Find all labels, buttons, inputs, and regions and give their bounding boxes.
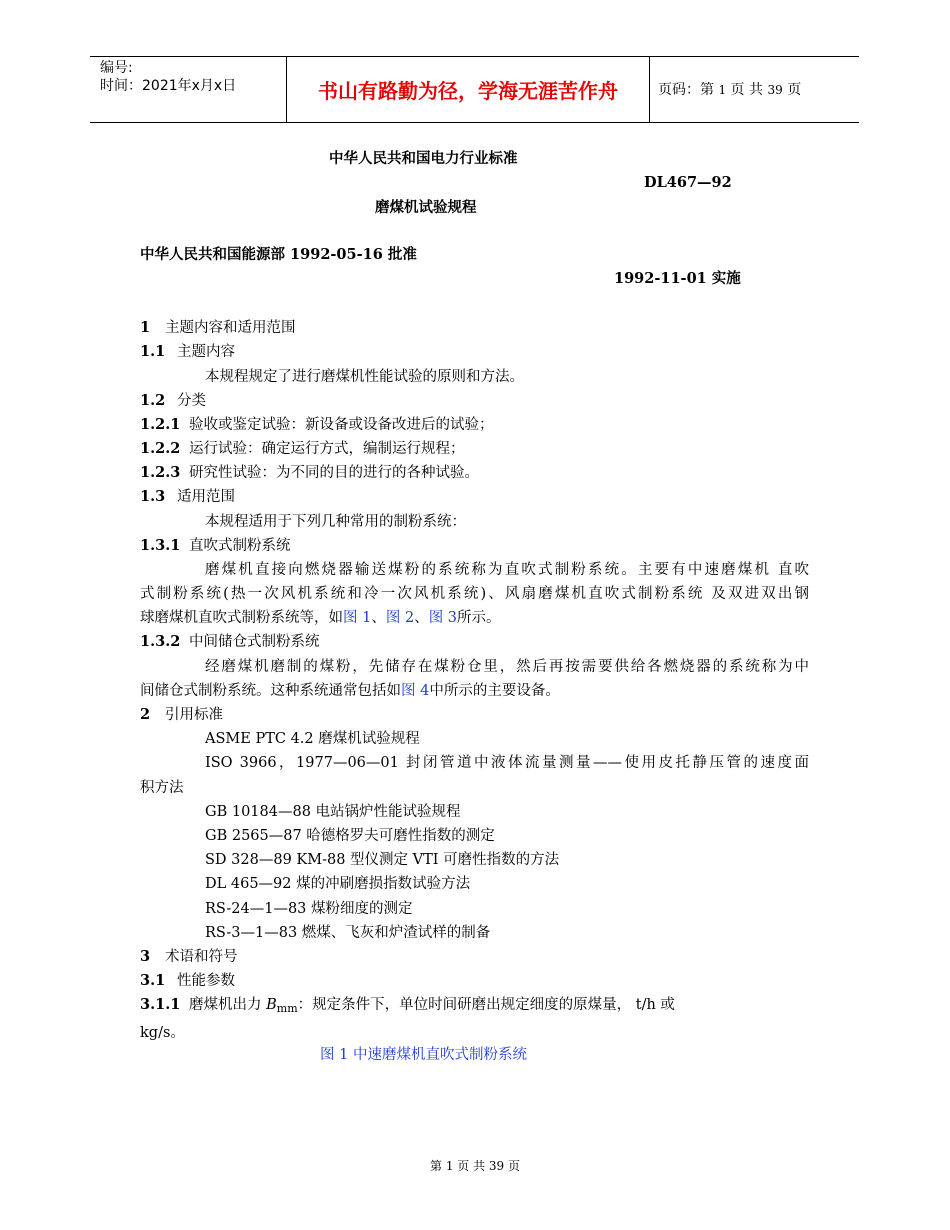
section-3-heading — [140, 947, 238, 967]
paragraph-1-3-1-line-2: 式制粉系统(热一次风机系统和冷一次风机系统)、风扇磨煤机直吹式制粉系统 及双进双出钢 — [140, 586, 809, 602]
reference-item: ISO 3966，1977—06—01 封闭管道中液体流量测量——使用皮托静压管的速度面 — [205, 755, 809, 771]
reference-item: RS-24—1—83 煤粉细度的测定 — [205, 901, 413, 917]
section-number: 3.1.1 — [140, 996, 181, 1013]
section-text: 磨煤机出力 — [189, 997, 267, 1013]
section-text: 验收或鉴定试验：新设备或设备改进后的试验； — [189, 417, 494, 433]
header-number-label: 编号: — [100, 60, 133, 76]
paragraph-text: 间储仓式制粉系统。这种系统通常包括如 — [140, 683, 401, 699]
section-3-1-1-continuation: kg/s。 — [140, 1025, 185, 1041]
reference-item: GB 10184—88 电站锅炉性能试验规程 — [205, 804, 461, 820]
section-text: ：规定条件下，单位时间研磨出规定细度的原煤量， t/h 或 — [297, 997, 675, 1013]
paragraph-1-3-1-line-1: 磨煤机直接向燃烧器输送煤粉的系统称为直吹式制粉系统。主要有中速磨煤机 直吹 — [205, 562, 809, 578]
doc-effective: 1992-11-01 实施 — [614, 270, 741, 287]
section-number: 1.3.2 — [140, 633, 181, 650]
section-1-2-1 — [140, 415, 494, 435]
page-footer: 第 1 页 共 39 页 — [430, 1159, 520, 1173]
separator: 、 — [414, 610, 429, 626]
paragraph-1-3-2-line-2 — [140, 681, 560, 701]
separator: 、 — [371, 610, 386, 626]
section-number: 3 — [140, 948, 151, 965]
section-text: 分类 — [177, 393, 206, 409]
section-1-2-3 — [140, 463, 479, 483]
section-number: 1 — [140, 319, 151, 336]
doc-code: DL467—92 — [644, 174, 732, 191]
header-page-current: 1 — [718, 83, 727, 97]
doc-title: 磨煤机试验规程 — [375, 199, 477, 216]
reference-item: ASME PTC 4.2 磨煤机试验规程 — [205, 731, 420, 747]
section-number: 1.2 — [140, 392, 166, 409]
header-motto: 书山有路勤为径，学海无涯苦作舟 — [318, 79, 618, 103]
doc-approval: 中华人民共和国能源部 1992-05-16 批准 — [140, 246, 417, 263]
link-figure-3[interactable]: 图 3 — [428, 610, 458, 626]
figure-1-caption-link[interactable]: 图 1 中速磨煤机直吹式制粉系统 — [320, 1047, 527, 1063]
header-page-suffix: 页 — [787, 82, 802, 98]
section-number: 1.3.1 — [140, 537, 181, 554]
header-page-mid: 页 共 — [730, 82, 763, 98]
section-text: 引用标准 — [165, 707, 223, 723]
section-text: 术语和符号 — [165, 949, 238, 965]
paragraph-1-3: 本规程适用于下列几种常用的制粉系统： — [205, 514, 466, 530]
paragraph-1-1: 本规程规定了进行磨煤机性能试验的原则和方法。 — [205, 369, 524, 385]
section-1-heading — [140, 318, 296, 338]
section-text: 性能参数 — [177, 973, 235, 989]
header-page-prefix: 页码：第 — [658, 82, 714, 98]
symbol-subscript: mm — [276, 1002, 298, 1015]
reference-item-continuation: 积方法 — [140, 780, 184, 796]
link-figure-4[interactable]: 图 4 — [401, 683, 430, 699]
section-3-1-heading — [140, 971, 235, 991]
section-text: 直吹式制粉系统 — [189, 538, 291, 554]
section-text: 主题内容 — [177, 344, 235, 360]
section-1-3-heading — [140, 487, 235, 507]
paragraph-text: 球磨煤机直吹式制粉系统等，如 — [140, 610, 343, 626]
section-number: 3.1 — [140, 972, 166, 989]
link-figure-1[interactable]: 图 1 — [343, 610, 372, 626]
reference-item: DL 465—92 煤的冲刷磨损指数试验方法 — [205, 876, 471, 892]
header-page-total: 39 — [767, 83, 783, 97]
section-text: 适用范围 — [177, 489, 235, 505]
section-text: 主题内容和适用范围 — [165, 320, 296, 336]
reference-item: SD 328—89 KM-88 型仪测定 VTI 可磨性指数的方法 — [205, 852, 560, 868]
section-3-1-1 — [140, 995, 675, 1019]
link-figure-2[interactable]: 图 2 — [385, 610, 415, 626]
section-1-2-heading — [140, 391, 206, 411]
section-2-heading — [140, 705, 223, 725]
section-text: 运行试验：确定运行方式，编制运行规程； — [189, 441, 465, 457]
doc-org: 中华人民共和国电力行业标准 — [329, 150, 518, 167]
section-number: 1.2.3 — [140, 464, 181, 481]
section-1-2-2 — [140, 439, 465, 459]
reference-item: RS-3—1—83 燃煤、飞灰和炉渣试样的制备 — [205, 925, 491, 941]
section-number: 1.1 — [140, 343, 166, 360]
section-1-1-heading — [140, 342, 235, 362]
section-text: 中间储仓式制粉系统 — [189, 634, 320, 650]
header-bottom-rule — [90, 122, 859, 123]
section-number: 2 — [140, 706, 151, 723]
symbol: B — [266, 997, 277, 1013]
paragraph-1-3-2-line-1: 经磨煤机磨制的煤粉，先储存在煤粉仓里，然后再按需要供给各燃烧器的系统称为中 — [205, 659, 809, 675]
section-number: 1.2.1 — [140, 416, 181, 433]
section-number: 1.3 — [140, 488, 166, 505]
section-number: 1.2.2 — [140, 440, 181, 457]
header-left-cell — [100, 59, 236, 95]
header-page-number — [658, 80, 801, 100]
header-top-rule — [90, 56, 859, 57]
section-1-3-2-heading — [140, 632, 320, 652]
paragraph-text: 中所示的主要设备。 — [429, 683, 560, 699]
section-1-3-1-heading — [140, 536, 291, 556]
header-time-label: 时间：2021年x月x日 — [100, 78, 237, 94]
paragraph-text: 所示。 — [457, 610, 501, 626]
reference-item: GB 2565—87 哈德格罗夫可磨性指数的测定 — [205, 828, 495, 844]
section-text: 研究性试验：为不同的目的进行的各种试验。 — [189, 465, 479, 481]
header-divider-2 — [649, 57, 650, 122]
paragraph-1-3-1-line-3 — [140, 608, 501, 628]
